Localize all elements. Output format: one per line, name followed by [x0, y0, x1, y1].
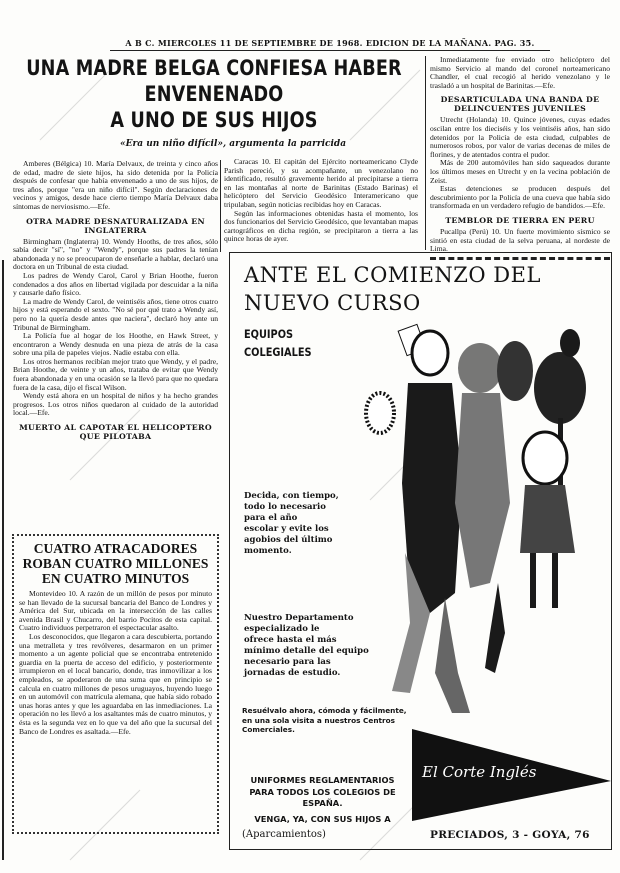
- ad-address: PRECIADOS, 3 - GOYA, 76: [430, 829, 590, 841]
- middle-column: [224, 158, 418, 244]
- ad-copy-line: especializado le: [244, 624, 320, 634]
- story2-p1: Birmingham (Inglaterra) 10. Wendy Hooths, de tres años, sólo sabía decir "sí", "no" y "Wendy", porque sus padres la tenían abandonada y no se preocuparon de enseñarle a hablar, declaró una doctora en un Tribunal de esta ciudad.: [13, 236, 218, 272]
- headline-line-1: UNA MADRE BELGA CONFIESA HABER ENVENENADO: [26, 56, 402, 107]
- ad-uniforms: [240, 775, 405, 825]
- ad-copy-1: [244, 491, 339, 557]
- ad-uniforms-line: VENGA, YA, CON SUS HIJOS A: [254, 813, 391, 824]
- ad-copy-line: escolar y evite los: [244, 524, 329, 534]
- ad-copy-line: Decida, con tiempo,: [244, 491, 339, 501]
- story2-p5: Los otros hermanos recibían mejor trato que Wendy, y el padre, Brian Hoothe, de veinte y un años, trataba de evitar que Wendy fuera abandonada y en una ocasión se la llevó para que no quedara fuera de la casa, dijo el fiscal Wilson.: [13, 356, 218, 392]
- left-column: [13, 160, 218, 444]
- ad-subtitle: [244, 325, 312, 361]
- story4-title: CUATRO ATRACADORES ROBAN CUATRO MILLONES EN CUATRO MINUTOS: [22, 541, 209, 586]
- story2-p3: La madre de Wendy Carol, de veintiséis años, tiene otros cuatro hijos y está esperando el sexto. "No sé por qué trato a Wendy así, pero no la quería desde antes que naciera", declaró hoy ante un Tribunal de Birmingham.: [13, 296, 218, 332]
- story5-p3: Estas detenciones se producen después del descubrimiento por la Policía de una cueva que había sido transformada en un verdadero refugio de bandidos.—Efe.: [430, 184, 610, 211]
- story5-p1: Utrecht (Holanda) 10. Quince jóvenes, cuyas edades oscilan entre los dieciséis y los veintiséis años, han sido detenidos por la Policía de esta ciudad, culpables de numerosos robos, por valor de varias decenas de miles de florines, y de atentados contra el pudor.: [430, 115, 610, 159]
- ad-sub-1: EQUIPOS: [244, 327, 294, 341]
- ad-copy-line: necesario para las: [244, 657, 331, 667]
- story6-title: TEMBLOR DE TIERRA EN PERU: [445, 215, 595, 225]
- ad-uniforms-line: UNIFORMES REGLAMENTARIOS: [250, 775, 395, 785]
- ad-headline-2: NUEVO CURSO: [244, 291, 421, 315]
- ad-small-copy: Resuélvalo ahora, cómoda y fácilmente, en una sola visita a nuestros Centros Comerciales.: [242, 706, 407, 734]
- right-column: [430, 56, 610, 260]
- story3-body: Caracas 10. El capitán del Ejército norteamericano Clyde Parish pereció, y su acompañante, un venezolano no identificado, resultó gravemente herido al precipitarse a tierra en las montañas al norte de Barinitas (Estado Barinas) el helicóptero del Servicio Geodésico Interamericano que tripulaban, según noticias recibidas hoy en Caracas.: [224, 157, 418, 209]
- headline-line-2: A UNO DE SUS HIJOS: [110, 108, 318, 133]
- boxed-story: [12, 534, 219, 834]
- ad-parking: (Aparcamientos): [242, 829, 326, 840]
- story2-p6: Wendy está ahora en un hospital de niños y ha hecho grandes progresos. Los otros niños quedaron al cuidado de la autoridad local.—Efe.: [13, 391, 218, 418]
- ad-headline-1: ANTE EL COMIENZO DEL: [244, 263, 541, 287]
- story3-title: MUERTO AL CAPOTAR EL HELICOPTERO QUE PILOTABA: [19, 423, 212, 442]
- story4-p1: Montevideo 10. A razón de un millón de pesos por minuto se han llevado de la sucursal bancaria del Banco de Londres y América del Sur, ubicada en la intersección de las calles avenida Brasil y Chucarro, del barrio Pocitos de esta capital. Cuatro individuos perpetraron el espectacular asalto.: [19, 589, 212, 633]
- story3-p2: Según las informaciones obtenidas hasta el momento, los dos funcionarios del Servicio Geodésico, que levantaban mapas cartográficos en dicha región, se precipitaron a tierra a las quince horas de ayer.: [224, 208, 418, 244]
- ad-uniforms-line: PARA TODOS LOS COLEGIOS DE: [249, 786, 396, 797]
- ad-headline: [244, 261, 541, 317]
- story2-p4: La Policía fue al hogar de los Hoothe, en Hawk Street, y encontraron a Wendy desnuda en una pieza de atrás de la casa sobre una pila de papeles viejos. Nadie estaba con ella.: [13, 331, 218, 358]
- story3-p3: Inmediatamente fue enviado otro helicóptero del mismo Servicio al mando del coronel norteamericano Chandler, el cual recogió al herido venezolano y le trasladó a un hospital de Barinitas.—Efe.: [430, 55, 610, 90]
- story4-p2: Los desconocidos, que llegaron a cara descubierta, portando una metralleta y tres revólveres, desarmaron en un primer momento a un agente policial que se encontraba entretenido guardia en la puerta de acceso del edificio, y posteriormente irrumpieron en el local bancario, donde, tras inmovilizar a los empleados, se apoderaron de una suma que en principio se calcula en cuatro millones de pesos uruguayos, huyendo luego en un automóvil con matrícula alemana, que había sido robado unas horas antes y que les aguardaba en las inmediaciones. La operación no les llevó a los asaltantes más de cuatro minutos, y ésta es la segunda vez en lo que va del año que la sucursal del Banco de Londres es asaltada.—Efe.: [19, 631, 212, 736]
- ad-sub-2: COLEGIALES: [244, 345, 312, 359]
- page-edge: [2, 260, 4, 860]
- ad-copy-line: agobios del último: [244, 535, 333, 545]
- brand-logo: El Corte Inglés: [422, 763, 537, 781]
- ad-copy-2: [244, 613, 369, 679]
- ad-copy-line: momento.: [244, 546, 292, 556]
- ad-copy-line: todo lo necesario: [244, 502, 326, 512]
- story2-title: OTRA MADRE DESNATURALIZADA EN INGLATERRA: [26, 216, 205, 235]
- column-rule: [425, 56, 426, 250]
- ad-copy-line: ofrece hasta el más: [244, 635, 337, 645]
- story2-p2: Los padres de Wendy Carol, Carol y Brian Hoothe, fueron condenados a dos años en libertad vigilada por descuidar a la niña y causarle daño físico.: [13, 270, 218, 298]
- schoolchildren-illustration: [366, 324, 586, 713]
- main-headline: [10, 56, 418, 134]
- main-deck: «Era un niño difícil», argumenta la parricida: [120, 139, 347, 149]
- main-story-body: Amberes (Bélgica) 10. María Delvaux, de treinta y cinco años de edad, madre de siete hijos, ha sido detenida por la Policía después de confesar que había envenenado a uno de sus hijos, de tres años, porque "era un niño difícil". Según declaraciones de vecinos y amigos, desde hace cierto tiempo María Delvaux daba síntomas de nerviosismo.—Efe.: [13, 159, 218, 211]
- story5-p2: Más de 200 automóviles han sido saqueados durante los últimos meses en Utrecht y en la vecina población de Zeist.: [430, 158, 610, 185]
- ad-copy-line: para el año: [244, 513, 298, 523]
- column-rule: [220, 160, 221, 252]
- running-head: A B C. MIERCOLES 11 DE SEPTIEMBRE DE 1968. EDICION DE LA MAÑANA. PAG. 35.: [110, 38, 550, 51]
- ad-copy-line: Nuestro Departamento: [244, 613, 354, 623]
- ad-copy-line: jornadas de estudio.: [244, 668, 341, 678]
- ad-copy-line: mínimo detalle del equipo: [244, 646, 369, 656]
- ad-uniforms-line: ESPAÑA.: [302, 798, 343, 808]
- story6-body: Pucallpa (Perú) 10. Un fuerte movimiento sísmico se sintió en esta ciudad de la selva peruana, al nordeste de Lima.: [430, 226, 610, 254]
- story5-title: DESARTICULADA UNA BANDA DE DELINCUENTES JUVENILES: [440, 95, 600, 114]
- el-corte-ingles-ad: [229, 252, 612, 850]
